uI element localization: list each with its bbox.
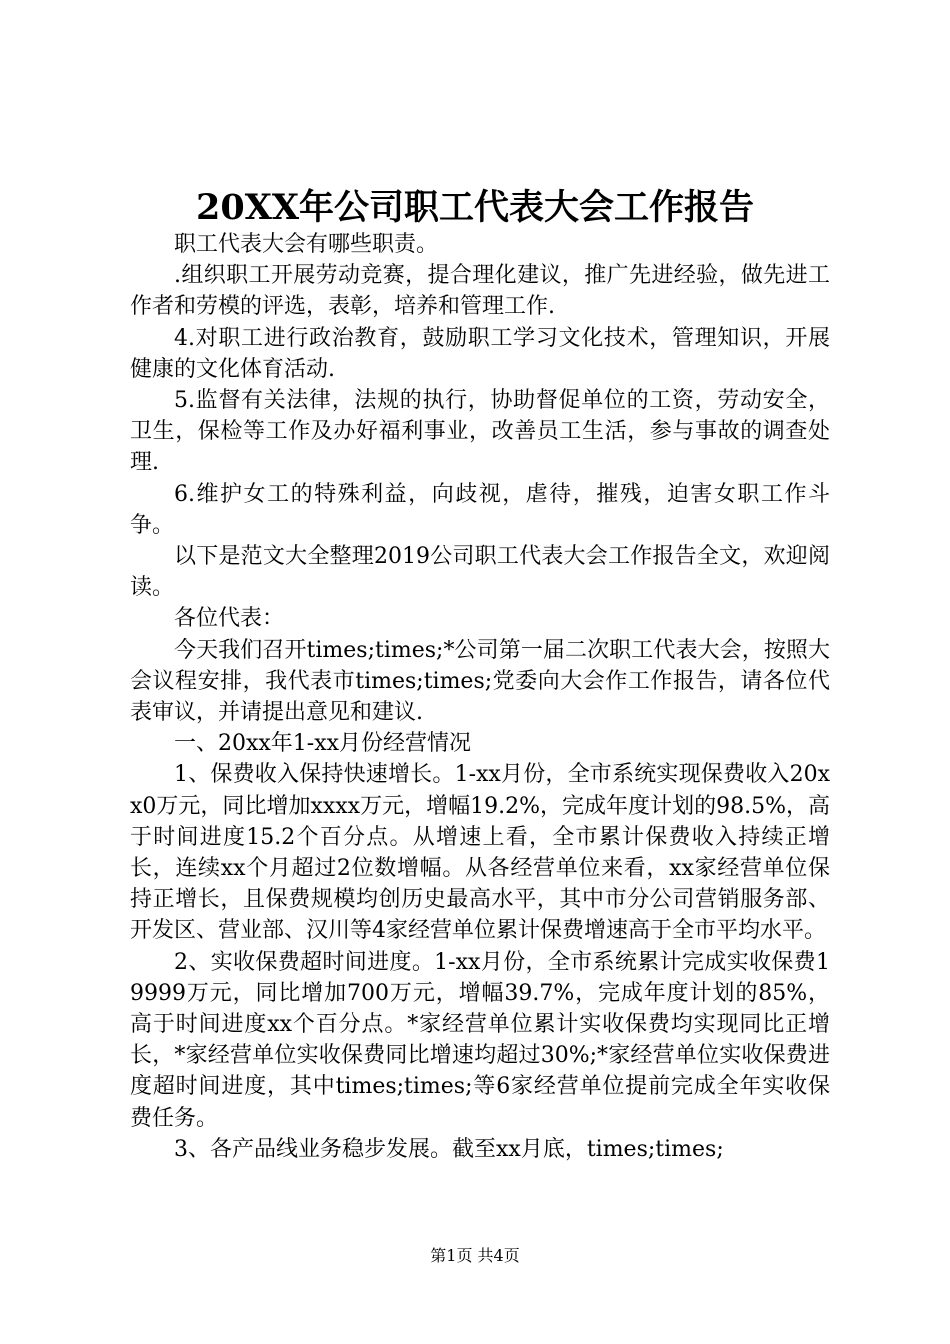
paragraph-opening: 今天我们召开times;times;*公司第一届二次职工代表大会，按照大会议程安排，我代表市times;times;党委向大会作工作报告，请各位代表审议，并请提出意见和建议. (130, 637, 830, 726)
paragraph-duty-education: 4.对职工进行政治教育，鼓励职工学习文化技术，管理知识，开展健康的文化体育活动. (130, 325, 830, 382)
document-title: 20XX年公司职工代表大会工作报告 (195, 187, 755, 228)
paragraph-duties-intro: 职工代表大会有哪些职责。 (174, 232, 439, 257)
paragraph-product-lines: 3、各产品线业务稳步发展。截至xx月底，times;times; (174, 1136, 724, 1162)
section-heading-operations: 一、20xx年1-xx月份经营情况 (174, 731, 472, 757)
paragraph-duty-labor-competition: .组织职工开展劳动竞赛，提合理化建议，推广先进经验，做先进工作者和劳模的评选，表彰，培养和管理工作. (130, 263, 830, 320)
document-body (130, 229, 830, 1165)
paragraph-salutation: 各位代表： (174, 606, 285, 632)
page-footer: 第1页 共4页 (430, 1246, 520, 1265)
paragraph-duty-female-workers: 6.维护女工的特殊利益，向歧视，虐待，摧残，迫害女职工作斗争。 (130, 481, 830, 538)
paragraph-intro: 以下是范文大全整理2019公司职工代表大会工作报告全文，欢迎阅读。 (130, 544, 830, 601)
paragraph-premium-growth: 1、保费收入保持快速增长。1-xx月份，全市系统实现保费收入20xx0万元，同比增加xxxx万元，增幅19.2%，完成年度计划的98.5%，高于时间进度15.2个百分点。从增速上看，全市累计保费收入持续正增长，连续xx个月超过2位数增幅。从各经营单位来看，xx家经营单位保持正增长，且保费规模均创历史最高水平，其中市分公司营销服务部、开发区、营业部、汉川等4家经营单位累计保费增速高于全市平均水平。 (130, 762, 830, 944)
paragraph-duty-supervision: 5.监督有关法律，法规的执行，协助督促单位的工资，劳动安全，卫生，保检等工作及办好福利事业，改善员工生活，参与事故的调查处理. (130, 388, 830, 476)
paragraph-collected-premium: 2、实收保费超时间进度。1-xx月份，全市系统累计完成实收保费19999万元，同比增加700万元，增幅39.7%，完成年度计划的85%，高于时间进度xx个百分点。*家经营单位累计实收保费均实现同比正增长，*家经营单位实收保费同比增速均超过30%;*家经营单位实收保费进度超时间进度，其中times;times;等6家经营单位提前完成全年实收保费任务。 (130, 949, 830, 1131)
